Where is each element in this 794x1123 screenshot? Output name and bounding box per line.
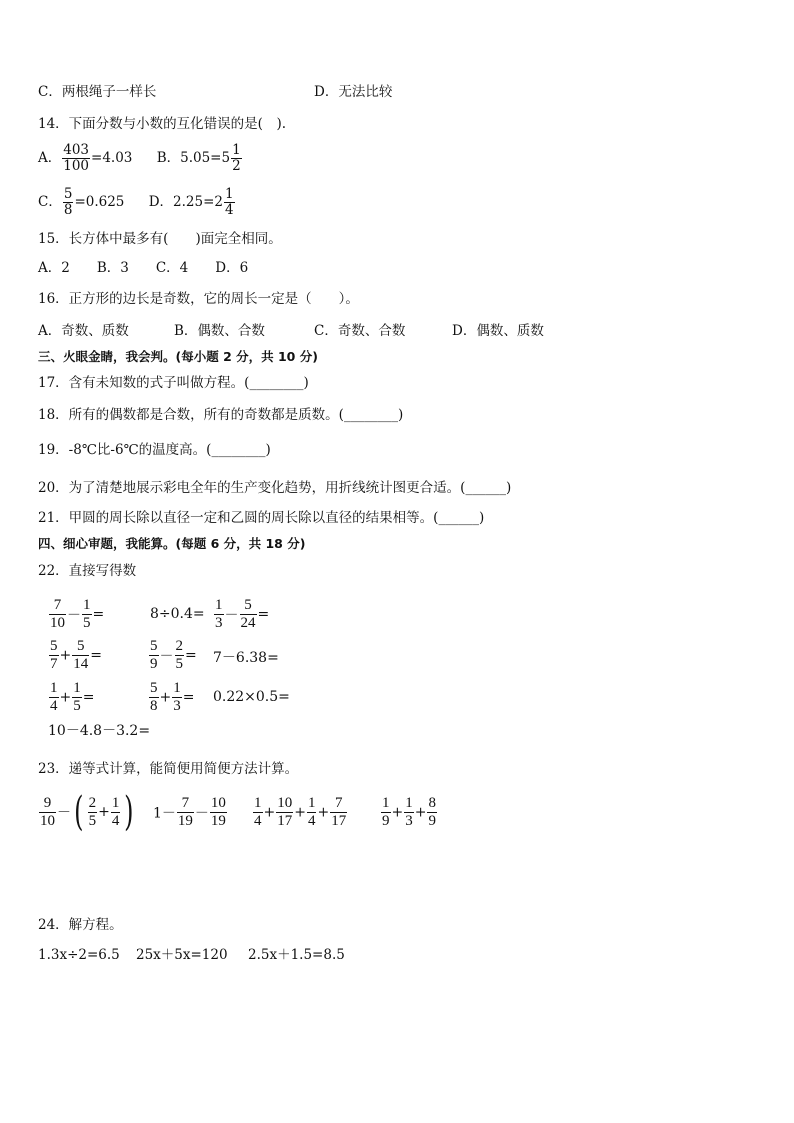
- q24-equation-3: 2.5x＋1.5=8.5: [248, 947, 345, 963]
- q16-stem: 16．正方形的边长是奇数，它的周长一定是（ ）。: [38, 291, 359, 307]
- q14-a-rest: =4.03: [91, 150, 133, 166]
- q22-expr-1: $\frac{7}{10}$ － $\frac{1}{5}$ =: [50, 597, 105, 631]
- q22-expr-9: 0.22×0.5=: [213, 689, 290, 705]
- q14-options-ab: [38, 143, 243, 174]
- q22-expr-4: $\frac{5}{7}$ + $\frac{5}{14}$ =: [50, 638, 102, 672]
- q19: 19．-8℃比-6℃的温度高。(________): [38, 442, 271, 458]
- q15-stem: 15．长方体中最多有( )面完全相同。: [38, 231, 282, 247]
- q23-problem-4: $\frac{1}{9}$ + $\frac{1}{3}$ + $\frac{8}{9}$: [382, 795, 436, 829]
- q14-c-rest: =0.625: [74, 194, 125, 210]
- section-4-heading: 四、细心审题，我能算。(每题 6 分，共 18 分): [38, 536, 306, 551]
- q13-option-d: D．无法比较: [314, 84, 393, 100]
- q14-a-fraction: $\frac{403}{100}$: [63, 142, 90, 174]
- q13-option-c: C．两根绳子一样长: [38, 84, 157, 100]
- q23-problem-2: 1－ $\frac{7}{19}$ － $\frac{10}{19}$: [153, 795, 226, 829]
- q17: 17．含有未知数的式子叫做方程。(________): [38, 375, 309, 391]
- q22-expr-8: $\frac{5}{8}$ + $\frac{1}{3}$ =: [150, 680, 195, 714]
- q22-stem: 22．直接写得数: [38, 563, 137, 579]
- q22-expr-6: 7－6.38=: [213, 650, 279, 666]
- q22-expr-2: 8÷0.4=: [150, 606, 205, 622]
- q23-problem-1: $\frac{9}{10}$ －( $\frac{2}{5}$ + $\frac{1}{4}$ ): [40, 789, 134, 835]
- q16-option-c: C．奇数、合数: [314, 323, 406, 339]
- q16-option-d: D．偶数、质数: [452, 323, 544, 339]
- q24-equation-2: 25x＋5x=120: [136, 947, 228, 963]
- q22-expr-5: $\frac{5}{9}$ － $\frac{2}{5}$ =: [150, 638, 197, 672]
- q22-expr-3: $\frac{1}{3}$ － $\frac{5}{24}$ =: [215, 597, 270, 631]
- q14-b-label: B．5.05=5: [156, 150, 231, 166]
- q24-equation-1: 1.3x÷2=6.5: [38, 947, 120, 963]
- q20: 20．为了清楚地展示彩电全年的生产变化趋势，用折线统计图更合适。(______): [38, 480, 512, 496]
- q14-a-label: A．: [38, 150, 62, 166]
- q14-c-fraction: $\frac{5}{8}$: [63, 186, 73, 218]
- q14-d-fraction: $\frac{1}{4}$: [225, 186, 234, 218]
- q23-stem: 23．递等式计算，能简便用简便方法计算。: [38, 761, 299, 777]
- q16-option-b: B．偶数、合数: [174, 323, 265, 339]
- q21: 21．甲圆的周长除以直径一定和乙圆的周长除以直径的结果相等。(______): [38, 510, 485, 526]
- q16-option-a: A．奇数、质数: [38, 323, 129, 339]
- q15-options: A．2 B．3 C．4 D．6: [38, 260, 249, 276]
- q14-options-cd: [38, 187, 236, 218]
- q18: 18．所有的偶数都是合数，所有的奇数都是质数。(________): [38, 407, 404, 423]
- section-3-heading: 三、火眼金睛，我会判。(每小题 2 分，共 10 分): [38, 349, 318, 364]
- q14-d-label: D．2.25=2: [148, 194, 223, 210]
- q14-stem: 14．下面分数与小数的互化错误的是( ).: [38, 116, 287, 132]
- q14-b-fraction: $\frac{1}{2}$: [232, 142, 241, 174]
- q22-expr-10: 10－4.8－3.2=: [48, 723, 151, 739]
- q24-stem: 24．解方程。: [38, 917, 123, 933]
- q22-expr-7: $\frac{1}{4}$ + $\frac{1}{5}$ =: [50, 680, 95, 714]
- q14-c-label: C．: [38, 194, 62, 210]
- q23-problem-3: $\frac{1}{4}$ + $\frac{10}{17}$ + $\frac{1}{4}$ + $\frac{7}{17}$: [254, 795, 347, 829]
